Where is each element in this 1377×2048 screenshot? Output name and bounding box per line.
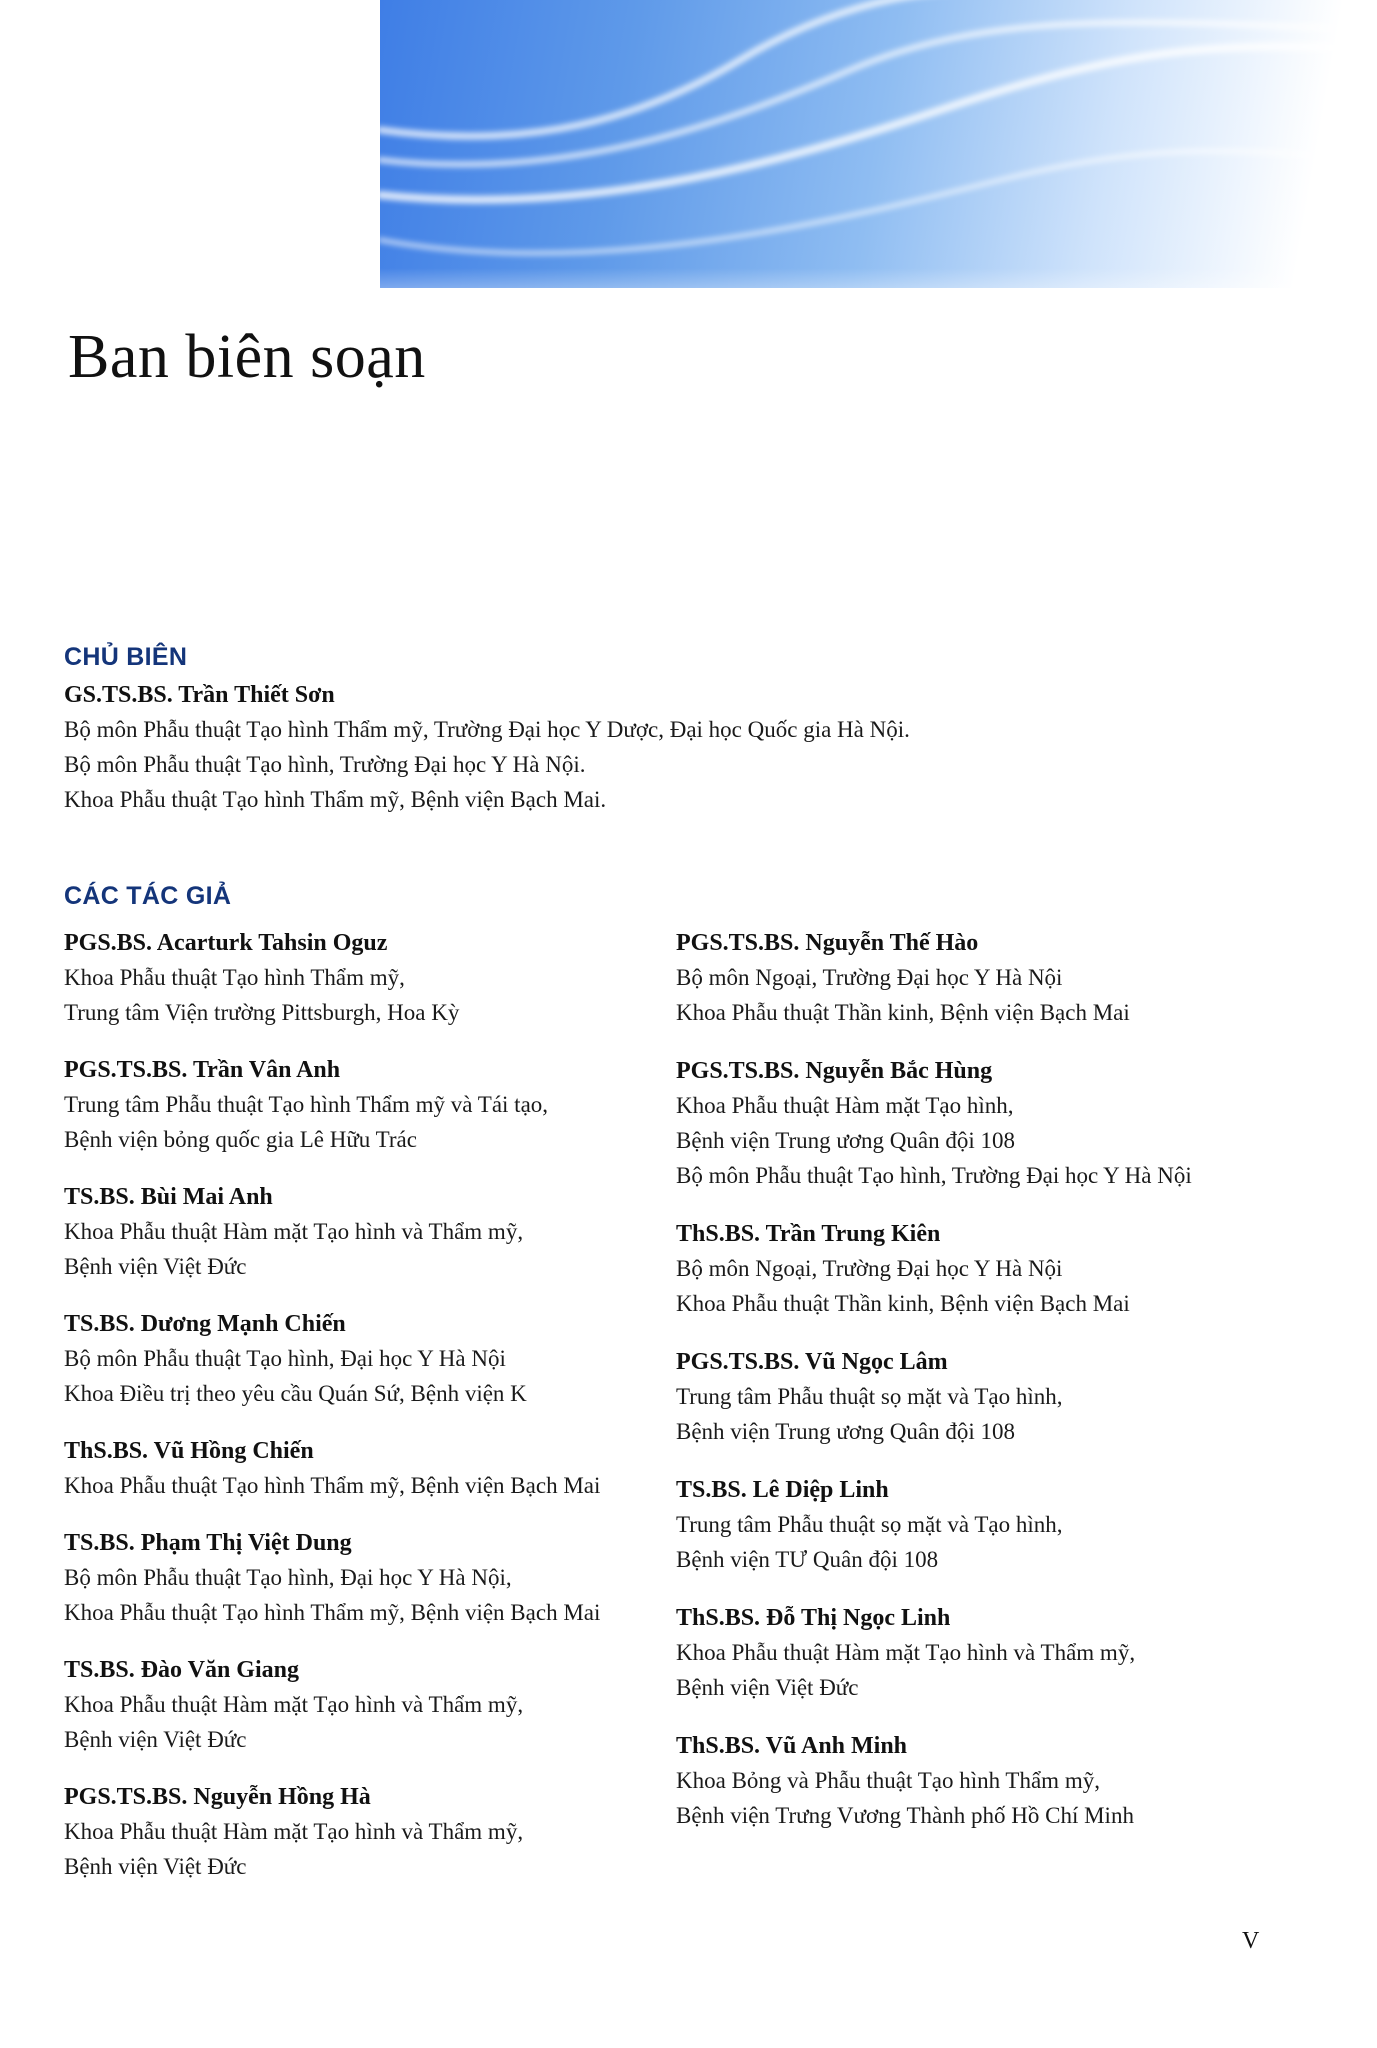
author-name: ThS.BS. Vũ Hồng Chiến (64, 1438, 314, 1464)
author-affiliation: Trung tâm Viện trường Pittsburgh, Hoa Kỳ (64, 1000, 460, 1025)
chief-editor-affiliation: Bộ môn Phẫu thuật Tạo hình Thẩm mỹ, Trường Đại học Y Dược, Đại học Quốc gia Hà Nội. (64, 717, 910, 742)
author-name: TS.BS. Đào Văn Giang (64, 1657, 299, 1683)
author-entry (64, 1434, 664, 1503)
chief-editor-affiliation: Khoa Phẫu thuật Tạo hình Thẩm mỹ, Bệnh viện Bạch Mai. (64, 787, 607, 812)
author-name: PGS.TS.BS. Vũ Ngọc Lâm (676, 1349, 948, 1375)
chief-editor-name: GS.TS.BS. Trần Thiết Sơn (64, 682, 335, 708)
author-entry (64, 1053, 664, 1157)
author-affiliation: Khoa Phẫu thuật Tạo hình Thẩm mỹ, Bệnh viện Bạch Mai (64, 1600, 601, 1625)
author-affiliation: Khoa Điều trị theo yêu cầu Quán Sứ, Bệnh viện K (64, 1381, 527, 1406)
authors-column-right (676, 926, 1296, 1857)
author-entry (676, 1345, 1296, 1449)
author-affiliation: Bệnh viện Việt Đức (64, 1854, 247, 1879)
author-name: TS.BS. Lê Diệp Linh (676, 1477, 889, 1503)
author-affiliation: Khoa Phẫu thuật Hàm mặt Tạo hình và Thẩm mỹ, (64, 1692, 524, 1717)
author-affiliation: Khoa Phẫu thuật Hàm mặt Tạo hình và Thẩm mỹ, (676, 1640, 1136, 1665)
author-affiliation: Bộ môn Phẫu thuật Tạo hình, Đại học Y Hà Nội (64, 1346, 506, 1371)
author-affiliation: Bệnh viện TƯ Quân đội 108 (676, 1547, 939, 1572)
author-affiliation: Khoa Phẫu thuật Thần kinh, Bệnh viện Bạch Mai (676, 1000, 1130, 1025)
page-title: Ban biên soạn (68, 323, 426, 391)
author-affiliation: Trung tâm Phẫu thuật sọ mặt và Tạo hình, (676, 1384, 1063, 1409)
authors-column-left (64, 926, 664, 1907)
author-entry (676, 926, 1296, 1030)
author-affiliation: Bệnh viện Trưng Vương Thành phố Hồ Chí Minh (676, 1803, 1134, 1828)
author-name: TS.BS. Phạm Thị Việt Dung (64, 1530, 352, 1556)
author-affiliation: Khoa Phẫu thuật Hàm mặt Tạo hình và Thẩm mỹ, (64, 1819, 524, 1844)
author-entry (64, 926, 664, 1030)
author-entry (64, 1307, 664, 1411)
author-affiliation: Trung tâm Phẫu thuật Tạo hình Thẩm mỹ và Tái tạo, (64, 1092, 549, 1117)
wave-pattern-icon (380, 0, 1377, 288)
author-name: ThS.BS. Vũ Anh Minh (676, 1733, 908, 1759)
author-affiliation: Khoa Bỏng và Phẫu thuật Tạo hình Thẩm mỹ, (676, 1768, 1100, 1793)
author-affiliation: Bệnh viện bỏng quốc gia Lê Hữu Trác (64, 1127, 417, 1152)
author-affiliation: Bộ môn Ngoại, Trường Đại học Y Hà Nội (676, 965, 1063, 990)
author-entry (676, 1054, 1296, 1193)
author-name: PGS.TS.BS. Nguyễn Hồng Hà (64, 1784, 371, 1810)
author-name: PGS.TS.BS. Nguyễn Thế Hào (676, 930, 979, 956)
header-banner-image (380, 0, 1377, 288)
author-entry (676, 1217, 1296, 1321)
chief-editor-section (64, 643, 1264, 817)
author-affiliation: Khoa Phẫu thuật Tạo hình Thẩm mỹ, (64, 965, 405, 990)
author-entry (64, 1180, 664, 1284)
author-affiliation: Trung tâm Phẫu thuật sọ mặt và Tạo hình, (676, 1512, 1063, 1537)
author-entry (676, 1473, 1296, 1577)
author-affiliation: Bệnh viện Trung ương Quân đội 108 (676, 1419, 1015, 1444)
author-name: ThS.BS. Trần Trung Kiên (676, 1221, 941, 1247)
author-entry (64, 1526, 664, 1630)
author-affiliation: Khoa Phẫu thuật Hàm mặt Tạo hình và Thẩm mỹ, (64, 1219, 524, 1244)
section-heading-chief-editor: CHỦ BIÊN (64, 643, 188, 671)
author-name: TS.BS. Bùi Mai Anh (64, 1184, 273, 1210)
author-affiliation: Khoa Phẫu thuật Thần kinh, Bệnh viện Bạch Mai (676, 1291, 1130, 1316)
author-affiliation: Bệnh viện Việt Đức (64, 1254, 247, 1279)
author-entry (676, 1601, 1296, 1705)
author-affiliation: Bộ môn Phẫu thuật Tạo hình, Đại học Y Hà Nội, (64, 1565, 512, 1590)
author-affiliation: Bệnh viện Việt Đức (676, 1675, 859, 1700)
page-number: V (1242, 1928, 1260, 1954)
author-affiliation: Bộ môn Ngoại, Trường Đại học Y Hà Nội (676, 1256, 1063, 1281)
authors-section (64, 882, 1314, 1879)
author-affiliation: Bộ môn Phẫu thuật Tạo hình, Trường Đại học Y Hà Nội (676, 1163, 1192, 1188)
author-affiliation: Bệnh viện Trung ương Quân đội 108 (676, 1128, 1015, 1153)
author-name: PGS.TS.BS. Nguyễn Bắc Hùng (676, 1058, 993, 1084)
author-entry (64, 1780, 664, 1884)
author-name: PGS.BS. Acarturk Tahsin Oguz (64, 930, 388, 956)
author-entry (64, 1653, 664, 1757)
author-name: PGS.TS.BS. Trần Vân Anh (64, 1057, 341, 1083)
section-heading-authors: CÁC TÁC GIẢ (64, 882, 232, 910)
chief-editor-affiliation: Bộ môn Phẫu thuật Tạo hình, Trường Đại học Y Hà Nội. (64, 752, 586, 777)
author-affiliation: Bệnh viện Việt Đức (64, 1727, 247, 1752)
author-affiliation: Khoa Phẫu thuật Hàm mặt Tạo hình, (676, 1093, 1014, 1118)
author-name: TS.BS. Dương Mạnh Chiến (64, 1311, 346, 1337)
author-entry (676, 1729, 1296, 1833)
author-name: ThS.BS. Đỗ Thị Ngọc Linh (676, 1605, 951, 1631)
author-affiliation: Khoa Phẫu thuật Tạo hình Thẩm mỹ, Bệnh viện Bạch Mai (64, 1473, 601, 1498)
